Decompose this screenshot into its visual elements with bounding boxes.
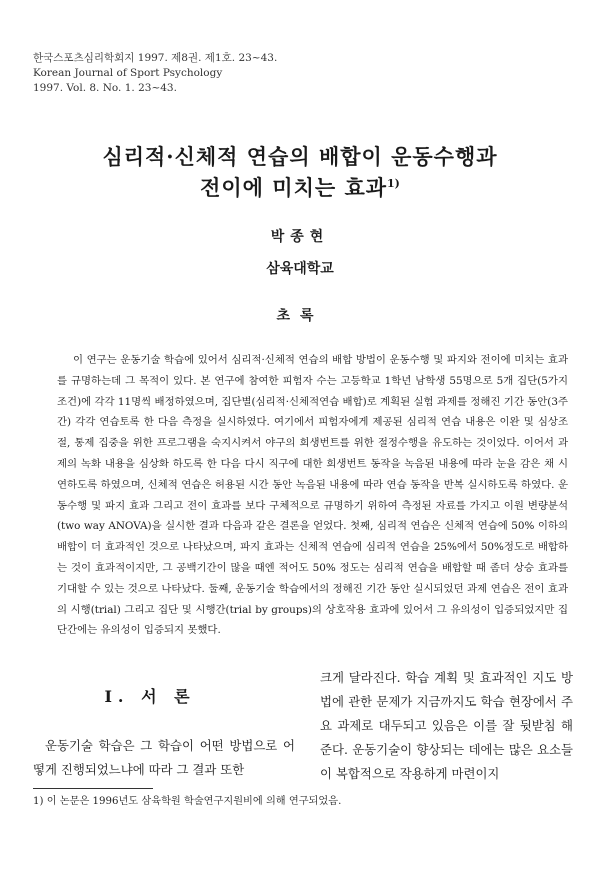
body-left-column: 운동기술 학습은 그 학습이 어떤 방법으로 어떻게 진행되었느냐에 따라 그 결과 또한 bbox=[33, 738, 295, 777]
section-heading-introduction: I. 서 론 bbox=[104, 687, 196, 706]
abstract-heading: 초록 bbox=[276, 308, 324, 324]
journal-english: Korean Journal of Sport Psychology bbox=[33, 67, 223, 79]
journal-header bbox=[33, 51, 277, 96]
paper-title-line2 bbox=[0, 172, 600, 202]
title-line2-text: 전이에 미치는 효과 bbox=[200, 175, 388, 200]
paper-title-line1: 심리적·신체적 연습의 배합이 운동수행과 bbox=[102, 144, 498, 169]
author-name: 박종현 bbox=[270, 229, 330, 245]
title-footnote-mark: 1) bbox=[387, 177, 400, 190]
body-right-column: 크게 달라진다. 학습 계획 및 효과적인 지도 방법에 관한 문제가 지금까지도 학습 현장에서 주요 과제로 대두되고 있음은 이를 잘 뒷받침 해준다. 운동기술이 향상되는 데에는 많은 요소들이 복합적으로 작용하게 마련이지 bbox=[320, 670, 573, 781]
journal-volume: 1997. Vol. 8. No. 1. 23~43. bbox=[33, 82, 177, 94]
journal-korean: 한국스포츠심리학회지 1997. 제8권. 제1호. 23~43. bbox=[33, 52, 278, 64]
abstract-text: 이 연구는 운동기술 학습에 있어서 심리적·신체적 연습의 배합 방법이 운동수행 및 파지와 전이에 미치는 효과를 규명하는데 그 목적이 있다. 본 연구에 참여한 피험자 수는 고등학교 1학년 남학생 55명으로 5개 집단(5가지 조건)에 각각 11명씩 배정하였으며, 집단별(심리적·신체적연습 배합)로 계획된 실험 과제를 정해진 기간 동안(3주간) 각각 연습토록 한 다음 측정을 실시하였다. 여기에서 피험자에게 제공된 심리적 연습 내용은 이완 및 심상조절, 통제 집중을 위한 프로그램을 숙지시켜서 야구의 희생번트를 위한 절정수행을 유도하는 것이었다. 이어서 과제의 녹화 내용을 심상화 하도록 한 다음 다시 직구에 대한 희생번트 동작을 녹음된 내용에 따라 눈을 감은 채 시연하도록 하였으며, 신체적 연습은 허용된 시간 동안 녹음된 내용에 따라 연습 동작을 반복 실시하도록 하였다. 운동수행 및 파지 효과 그리고 전이 효과를 보다 구체적으로 규명하기 위하여 측정된 자료를 가지고 이원 변량분석(two way ANOVA)을 실시한 결과 다음과 같은 결론을 얻었다. 첫째, 심리적 연습은 신체적 연습에 50% 이하의 배합이 더 효과적인 것으로 나타났으며, 파지 효과는 신체적 연습에 심리적 연습을 25%에서 50%정도로 배합하는 것이 효과적이지만, 그 공백기간이 많을 때엔 적어도 50% 정도는 심리적 연습을 배합할 때 좀더 상승 효과를 기대할 수 있는 것으로 나타났다. 둘째, 운동기술 학습에서의 정해진 기간 동안 실시되었던 과제 연습은 전이 효과의 시행(trial) 그리고 집단 및 시행간(trial by groups)의 상호작용 효과에 있어서 그 유의성이 입증되었지만 집단간에는 유의성이 입증되지 못했다. bbox=[57, 354, 568, 637]
author-affiliation: 삼육대학교 bbox=[266, 261, 334, 277]
footnote-divider bbox=[33, 788, 153, 789]
footnote-text: 1) 이 논문은 1996년도 삼육학원 학술연구지원비에 의해 연구되었음. bbox=[33, 796, 342, 807]
